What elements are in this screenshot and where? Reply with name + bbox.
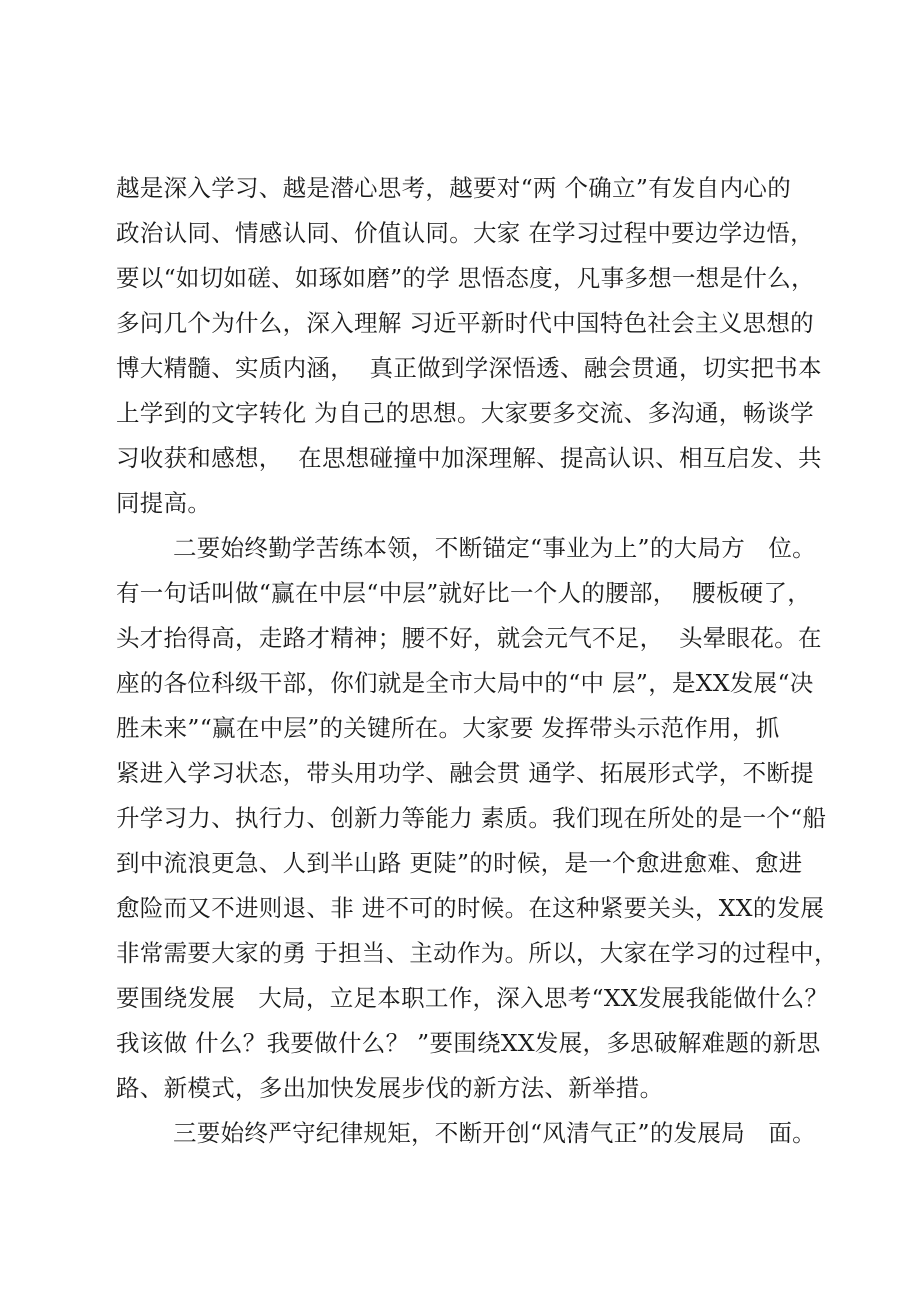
text-line: 要以“如切如磋、如琢如磨”的学 思悟态度，凡事多想一想是什么， bbox=[116, 264, 815, 292]
text-line: 上学到的文字转化 为自己的思想。大家要多交流、多沟通，畅谈学 bbox=[116, 399, 814, 427]
text-line: 紧进入学习状态，带头用功学、融会贯 通学、拓展形式学，不断提 bbox=[116, 759, 814, 787]
document-body bbox=[116, 166, 836, 1156]
paragraph-heading-3: 三要始终严守纪律规矩，不断开创“风清气正”的发展局 面。 bbox=[173, 1119, 816, 1147]
text-line: 要围绕发展 大局，立足本职工作，深入思考“XX发展我能做什么？ bbox=[116, 984, 829, 1012]
paragraph-heading-2: 二要始终勤学苦练本领，不断锚定“事业为上”的大局方 位。 bbox=[173, 534, 816, 562]
text-line: 多问几个为什么，深入理解 习近平新时代中国特色社会主义思想的 bbox=[116, 309, 814, 337]
text-line: 非常需要大家的勇 于担当、主动作为。所以，大家在学习的过程中， bbox=[116, 939, 838, 967]
text-line: 升学习力、执行力、创新力等能力 素质。我们现在所处的是一个“船 bbox=[116, 804, 827, 832]
text-line: 头才抬得高，走路才精神；腰不好，就会元气不足， 头晕眼花。在 bbox=[116, 624, 822, 652]
text-line: 博大精髓、实质内涵， 真正做到学深悟透、融会贯通，切实把书本 bbox=[116, 354, 822, 382]
text-line: 愈险而又不进则退、非 进不可的时候。在这种紧要关头，XX的发展 bbox=[116, 894, 825, 922]
text-line: 到中流浪更急、人到半山路 更陡”的时候，是一个愈进愈难、愈进 bbox=[116, 849, 803, 877]
text-line: 路、新模式，多出加快发展步伐的新方法、新举措。 bbox=[116, 1074, 664, 1102]
text-line: 有一句话叫做“赢在中层“中层”就好比一个人的腰部， 腰板硬了， bbox=[116, 579, 812, 607]
text-line: 政治认同、情感认同、价值认同。大家 在学习过程中要边学边悟， bbox=[116, 219, 814, 247]
text-line: 越是深入学习、越是潜心思考，越要对“两 个确立”有发自内心的 bbox=[116, 174, 791, 202]
text-line: 同提高。 bbox=[116, 489, 212, 517]
text-line: 胜未来”“赢在中层”的关键所在。大家要 发挥带头示范作用，抓 bbox=[116, 714, 780, 742]
text-line: 我该做 什么？我要做什么？ ”要围绕XX发展，多思破解难题的新思 bbox=[116, 1029, 821, 1057]
text-line: 习收获和感想， 在思想碰撞中加深理解、提高认识、相互启发、共 bbox=[116, 444, 822, 472]
text-line: 座的各位科级干部，你们就是全市大局中的“中 层”，是XX发展“决 bbox=[116, 669, 814, 697]
